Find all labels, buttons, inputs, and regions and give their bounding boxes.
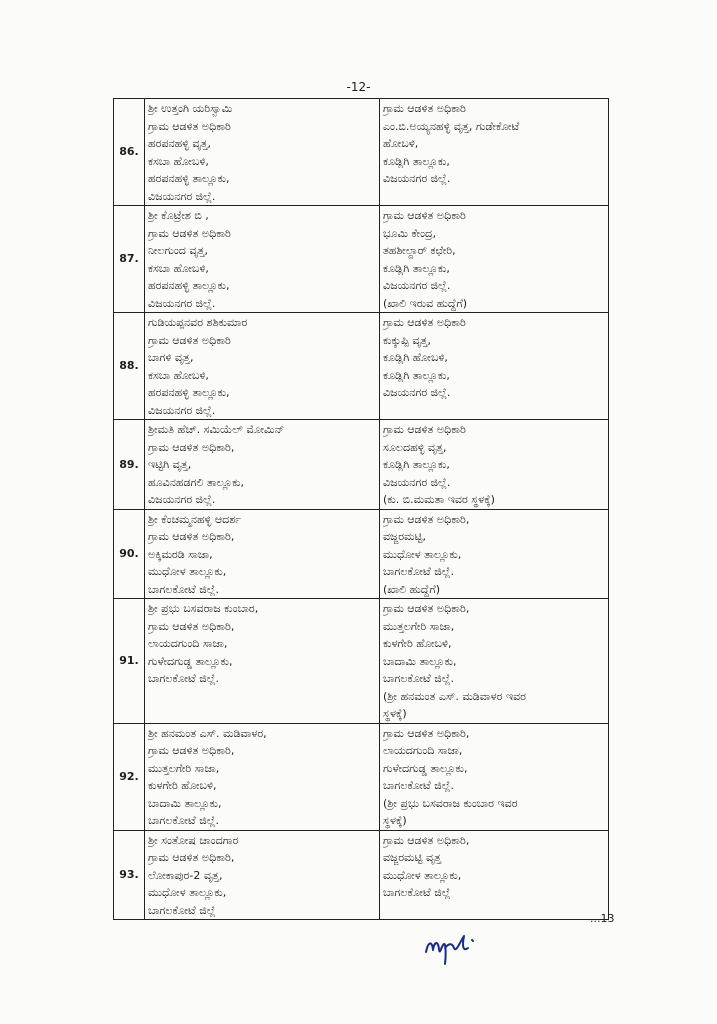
current-posting-line: ಮುಧೋಳ ತಾಲ್ಲೂಕು, bbox=[148, 886, 227, 899]
current-posting-line: ಬಾದಾಮಿ ತಾಲ್ಲೂಕು, bbox=[148, 796, 222, 810]
serial-number: 86. bbox=[114, 99, 145, 206]
current-posting-line: ಗ್ರಾಮ ಆಡಳಿತ ಅಧಿಕಾರಿ, bbox=[148, 744, 235, 757]
current-posting-cell bbox=[145, 723, 380, 830]
new-posting-line: (ಶ್ರೀ ಹನಮಂತ ಎಸ್. ಮಡಿವಾಳರ ಇವರ bbox=[383, 689, 526, 703]
new-posting-line: ಸೂಲದಹಳ್ಳಿ ವೃತ್ತ, bbox=[383, 440, 447, 454]
current-posting-cell bbox=[145, 99, 380, 206]
current-posting-line: ಗ್ರಾಮ ಆಡಳಿತ ಅಧಿಕಾರಿ, bbox=[148, 530, 235, 543]
current-posting-line: ವಿಜಯನಗರ ಜಿಲ್ಲೆ. bbox=[148, 493, 216, 506]
current-posting-line: ಹರಪನಹಳ್ಳಿ ತಾಲ್ಲೂಕು, bbox=[148, 279, 230, 292]
current-posting-cell bbox=[145, 830, 380, 920]
current-posting-line: ಹರಪನಹಳ್ಳಿ ತಾಲ್ಲೂಕು, bbox=[148, 386, 230, 399]
new-posting-line: ವಿಜಯನಗರ ಜಿಲ್ಲೆ. bbox=[383, 279, 451, 292]
serial-number: 87. bbox=[114, 206, 145, 313]
new-posting-line: ಎಂ.ಬಿ.ಅಯ್ಯನಹಳ್ಳಿ ವೃತ್ತ, ಗುಡೇಕೋಟೆ bbox=[383, 119, 520, 133]
page-number: -12- bbox=[346, 80, 371, 94]
current-posting-line: ಕಸಬಾ ಹೋಬಳಿ, bbox=[148, 261, 209, 275]
new-posting-line: ಸ್ಥಳಕ್ಕೆ) bbox=[383, 814, 407, 827]
new-posting-line: ಕೂಡ್ಲಿಗಿ ತಾಲ್ಲೂಕು, bbox=[383, 154, 450, 168]
current-posting-line: ಮುತ್ತಲಗೇರಿ ಸಾಜಾ, bbox=[148, 761, 220, 775]
table-row bbox=[114, 313, 609, 420]
new-posting-line: (ಖಾಲಿ ಇರುವ ಹುದ್ದೆಗೆ) bbox=[383, 296, 468, 310]
new-posting-line: ತಹಶೀಲ್ದಾರ್ ಕಛೇರಿ, bbox=[383, 244, 456, 257]
new-posting-line: ಬಾದಾಮಿ ತಾಲ್ಲೂಕು, bbox=[383, 654, 457, 668]
new-posting-line: ಗ್ರಾಮ ಆಡಳಿತ ಅಧಿಕಾರಿ bbox=[383, 316, 466, 329]
current-posting-line: ಲೋಕಾಪುರ-2 ವೃತ್ತ, bbox=[148, 868, 223, 882]
current-posting-line: ಶ್ರೀ ಪ್ರಭು ಬಸವರಾಜ ಕುಂಬಾರ, bbox=[148, 602, 259, 615]
current-posting-line: ಗ್ರಾಮ ಆಡಳಿತ ಅಧಿಕಾರಿ, bbox=[148, 851, 235, 864]
serial-number: 88. bbox=[114, 313, 145, 420]
current-posting-line: ಕುಳಗೇರಿ ಹೋಬಳಿ, bbox=[148, 779, 217, 792]
table-row bbox=[114, 723, 609, 830]
current-posting-cell bbox=[145, 313, 380, 420]
new-posting-line: ಗ್ರಾಮ ಆಡಳಿತ ಅಧಿಕಾರಿ bbox=[383, 209, 466, 222]
table-row bbox=[114, 599, 609, 724]
current-posting-line: ಬಾಗಳಿ ವೃತ್ತ, bbox=[148, 351, 194, 364]
table-row bbox=[114, 830, 609, 920]
new-posting-cell bbox=[380, 420, 609, 510]
current-posting-cell bbox=[145, 206, 380, 313]
current-posting-line: ಶ್ರೀಮತಿ ಹೆಚ್. ಸಮಿಯೆಲ್ ಮೋಮಿನ್ bbox=[148, 423, 285, 436]
new-posting-line: ಬಾಗಲಕೋಟೆ ಜಿಲ್ಲೆ. bbox=[383, 779, 454, 792]
current-posting-line: ಬಾಗಲಕೋಟೆ ಜಿಲ್ಲೆ bbox=[148, 903, 216, 917]
new-posting-line: ಬಾಗಲಕೋಟೆ ಜಿಲ್ಲೆ. bbox=[383, 565, 454, 578]
current-posting-line: ಮುಧೋಳ ತಾಲ್ಲೂಕು, bbox=[148, 565, 227, 578]
new-posting-cell bbox=[380, 830, 609, 920]
new-posting-line: (ಖಾಲಿ ಹುದ್ದೆಗೆ) bbox=[383, 582, 441, 596]
current-posting-line: ಗುಡಿಯಪ್ಪನವರ ಶಶಿಕುಮಾರ bbox=[148, 316, 248, 329]
new-posting-line: ಬಾಗಲಕೋಟೆ ಜಿಲ್ಲೆ bbox=[383, 886, 451, 899]
new-posting-cell bbox=[380, 599, 609, 724]
current-posting-line: ಇಟ್ಟಿಗಿ ವೃತ್ತ, bbox=[148, 458, 192, 471]
current-posting-line: ಶ್ರೀ ಹನಮಂತ ಎಸ್. ಮಡಿವಾಳರ, bbox=[148, 726, 267, 740]
current-posting-line: ಹೂವಿನಹಡಗಲಿ ತಾಲ್ಲೂಕು, bbox=[148, 475, 245, 489]
new-posting-line: ಮುಧೋಳ ತಾಲ್ಲೂಕು, bbox=[383, 868, 462, 882]
current-posting-line: ಗ್ರಾಮ ಆಡಳಿತ ಅಧಿಕಾರಿ, bbox=[148, 619, 235, 633]
new-posting-line: ಕುಳಗೇರಿ ಹೋಬಳಿ, bbox=[383, 637, 452, 650]
continuation-marker: ...13 bbox=[590, 912, 615, 925]
new-posting-line: ಗ್ರಾಮ ಆಡಳಿತ ಅಧಿಕಾರಿ bbox=[383, 102, 466, 115]
new-posting-line: ಸ್ಥಳಕ್ಕೆ) bbox=[383, 707, 407, 720]
current-posting-line: ಶ್ರೀ ಸಂತೋಷ ಚಾಂದಗಾರ bbox=[148, 833, 239, 847]
current-posting-cell bbox=[145, 509, 380, 599]
current-posting-line: ಬಾಗಲಕೋಟೆ ಜಿಲ್ಲೆ. bbox=[148, 814, 219, 827]
new-posting-cell bbox=[380, 99, 609, 206]
current-posting-line: ಹರಪನಹಳ್ಳಿ ವೃತ್ತ, bbox=[148, 137, 212, 150]
current-posting-line: ಶ್ರೀ ಕೊಟ್ರೇಶ ಬಿ , bbox=[148, 209, 209, 222]
table-row bbox=[114, 420, 609, 510]
new-posting-line: ಗ್ರಾಮ ಆಡಳಿತ ಅಧಿಕಾರಿ, bbox=[383, 512, 470, 526]
new-posting-line: ಲಾಯದಗುಂದಿ ಸಾಜಾ, bbox=[383, 744, 463, 757]
current-posting-line: ಲಾಯದಗುಂದಿ ಸಾಜಾ, bbox=[148, 637, 228, 650]
current-posting-line: ಗ್ರಾಮ ಆಡಳಿತ ಅಧಿಕಾರಿ bbox=[148, 119, 231, 133]
new-posting-line: ವಿಜಯನಗರ ಜಿಲ್ಲೆ. bbox=[383, 386, 451, 399]
new-posting-cell bbox=[380, 313, 609, 420]
current-posting-line: ವಿಜಯನಗರ ಜಿಲ್ಲೆ. bbox=[148, 296, 216, 310]
serial-number: 92. bbox=[114, 723, 145, 830]
current-posting-line: ಅಕ್ಕಿಮರಡಿ ಸಾಜಾ, bbox=[148, 547, 213, 561]
new-posting-line: ಗ್ರಾಮ ಆಡಳಿತ ಅಧಿಕಾರಿ, bbox=[383, 726, 470, 740]
new-posting-line: ಹೋಬಳಿ, bbox=[383, 137, 419, 150]
new-posting-line: ಕುಕ್ಕುಪ್ಪಿ ವೃತ್ತ, bbox=[383, 333, 431, 347]
new-posting-line: ಮುತ್ತಲಗೇರಿ ಸಾಜಾ, bbox=[383, 619, 455, 633]
new-posting-line: (ಶ್ರೀ ಪ್ರಭು ಬಸವರಾಜ ಕುಂಬಾರ ಇವರ bbox=[383, 796, 518, 810]
new-posting-line: ವಜ್ಜರಮಟ್ಟಿ ವೃತ್ತ bbox=[383, 851, 442, 864]
new-posting-line: ಗ್ರಾಮ ಆಡಳಿತ ಅಧಿಕಾರಿ bbox=[383, 423, 466, 436]
serial-number: 91. bbox=[114, 599, 145, 724]
current-posting-line: ಶ್ರೀ ಕೆಂಚಮ್ಮನಹಳ್ಳಿ ಆದರ್ಶ bbox=[148, 512, 241, 526]
new-posting-line: ಭೂಮಿ ಕೇಂದ್ರ, bbox=[383, 226, 437, 240]
new-posting-line: ಕೂಡ್ಲಿಗಿ ತಾಲ್ಲೂಕು, bbox=[383, 261, 450, 275]
new-posting-line: ಕೂಡ್ಲಿಗಿ ತಾಲ್ಲೂಕು, bbox=[383, 368, 450, 382]
serial-number: 90. bbox=[114, 509, 145, 599]
new-posting-line: (ಕು. ಬಿ.ಮಮತಾ ಇವರ ಸ್ಥಳಕ್ಕೆ) bbox=[383, 493, 495, 506]
new-posting-cell bbox=[380, 509, 609, 599]
current-posting-line: ಕಸಬಾ ಹೋಬಳಿ, bbox=[148, 368, 209, 382]
current-posting-line: ಬಾಗಲಕೋಟೆ ಜಿಲ್ಲೆ. bbox=[148, 672, 219, 685]
current-posting-line: ಗುಳೇದಗುಡ್ಡ ತಾಲ್ಲೂಕು, bbox=[148, 654, 233, 668]
signature bbox=[420, 922, 490, 966]
transfer-table bbox=[113, 98, 609, 920]
new-posting-line: ಗ್ರಾಮ ಆಡಳಿತ ಅಧಿಕಾರಿ, bbox=[383, 602, 470, 615]
new-posting-line: ಗ್ರಾಮ ಆಡಳಿತ ಅಧಿಕಾರಿ, bbox=[383, 833, 470, 847]
new-posting-line: ಗುಳೇದಗುಡ್ಡ ತಾಲ್ಲೂಕು, bbox=[383, 761, 468, 775]
new-posting-line: ವಿಜಯನಗರ ಜಿಲ್ಲೆ. bbox=[383, 475, 451, 489]
new-posting-line: ವಿಜಯನಗರ ಜಿಲ್ಲೆ. bbox=[383, 172, 451, 185]
current-posting-line: ಬಾಗಲಕೋಟೆ ಜಿಲ್ಲೆ. bbox=[148, 582, 219, 596]
current-posting-line: ಗ್ರಾಮ ಆಡಳಿತ ಅಧಿಕಾರಿ bbox=[148, 333, 231, 347]
current-posting-line: ಕಸಬಾ ಹೋಬಳಿ, bbox=[148, 154, 209, 168]
serial-number: 93. bbox=[114, 830, 145, 920]
new-posting-cell bbox=[380, 723, 609, 830]
current-posting-line: ನೀಲಗುಂದ ವೃತ್ತ, bbox=[148, 244, 208, 257]
table-row bbox=[114, 509, 609, 599]
new-posting-line: ಬಾಗಲಕೋಟೆ ಜಿಲ್ಲೆ. bbox=[383, 672, 454, 685]
serial-number: 89. bbox=[114, 420, 145, 510]
new-posting-line: ವಜ್ಜರಮಟ್ಟಿ, bbox=[383, 530, 426, 543]
current-posting-cell bbox=[145, 599, 380, 724]
table-row bbox=[114, 206, 609, 313]
new-posting-cell bbox=[380, 206, 609, 313]
transfer-table-body bbox=[114, 99, 609, 920]
current-posting-cell bbox=[145, 420, 380, 510]
new-posting-line: ಕೂಡ್ಲಿಗಿ ಹೋಬಳಿ, bbox=[383, 351, 448, 364]
new-posting-line: ಕೂಡ್ಲಿಗಿ ತಾಲ್ಲೂಕು, bbox=[383, 458, 450, 471]
current-posting-line: ವಿಜಯನಗರ ಜಿಲ್ಲೆ. bbox=[148, 189, 216, 203]
current-posting-line: ಗ್ರಾಮ ಆಡಳಿತ ಅಧಿಕಾರಿ bbox=[148, 226, 231, 240]
current-posting-line: ಗ್ರಾಮ ಆಡಳಿತ ಅಧಿಕಾರಿ, bbox=[148, 440, 235, 454]
table-row bbox=[114, 99, 609, 206]
new-posting-line: ಮುಧೋಳ ತಾಲ್ಲೂಕು, bbox=[383, 547, 462, 561]
current-posting-line: ಶ್ರೀ ಉತ್ತಂಗಿ ಯರಿಸ್ವಾಮಿ bbox=[148, 102, 233, 115]
current-posting-line: ಹರಪನಹಳ್ಳಿ ತಾಲ್ಲೂಕು, bbox=[148, 172, 230, 185]
current-posting-line: ವಿಜಯನಗರ ಜಿಲ್ಲೆ. bbox=[148, 403, 216, 417]
